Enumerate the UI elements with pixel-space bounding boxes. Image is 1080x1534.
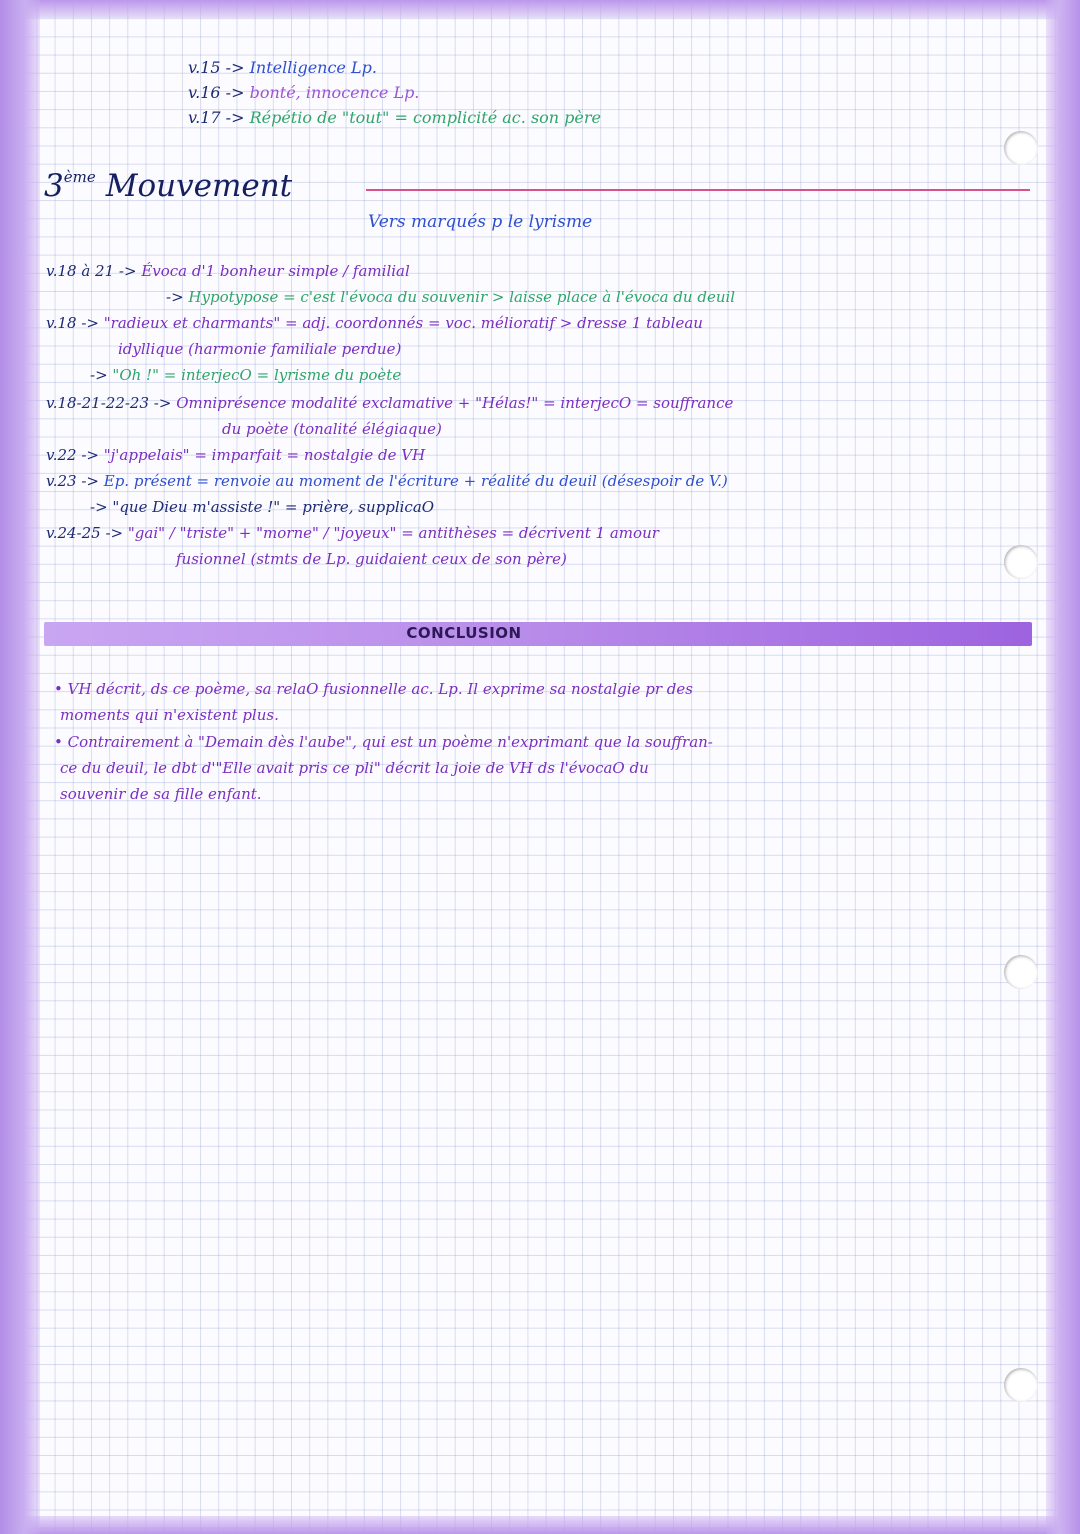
verse-ref: v.18 -> [46,314,99,332]
note-line [166,288,735,306]
conclusion-line: • VH décrit, ds ce poème, sa relaO fusionnelle ac. Lp. Il exprime sa nostalgie pr des [54,680,693,698]
section-title [44,168,292,204]
note-text: bonté, innocence Lp. [249,83,420,102]
conclusion-heading: CONCLUSION [406,624,522,642]
note-line [188,108,601,127]
note-line [222,420,442,438]
verse-ref: v.18 à 21 -> [46,262,137,280]
note-line [188,58,377,77]
binder-hole-2 [1004,545,1038,579]
page-border-top [0,0,1080,18]
note-line [90,498,434,516]
note-line [46,524,659,542]
note-text: du poète (tonalité élégiaque) [222,420,442,438]
section-subtitle: Vers marqués p le lyrisme [368,212,593,232]
title-underline [366,189,1030,191]
verse-ref: v.17 -> [188,108,245,127]
note-text: "radieux et charmants" = adj. coordonnés = voc. mélioratif > dresse 1 tableau [103,314,703,332]
arrow: -> [90,366,108,384]
section-word: Mouvement [105,168,293,204]
verse-ref: v.22 -> [46,446,99,464]
note-line [90,366,401,384]
note-text: "que Dieu m'assiste !" = prière, supplicaO [112,498,435,516]
section-suffix: ème [63,168,96,186]
verse-ref: v.16 -> [188,83,245,102]
note-line [46,472,728,490]
page-border-right [1046,0,1080,1534]
note-text: idyllique (harmonie familiale perdue) [118,340,402,358]
note-text: "gai" / "triste" + "morne" / "joyeux" = antithèses = décrivent 1 amour [127,524,659,542]
conclusion-line: souvenir de sa fille enfant. [60,785,262,803]
note-text: fusionnel (stmts de Lp. guidaient ceux de son père) [176,550,567,568]
note-text: "Oh !" = interjecO = lyrisme du poète [112,366,402,384]
note-line [46,314,703,332]
note-line [46,446,425,464]
conclusion-line: • Contrairement à "Demain dès l'aube", qui est un poème n'exprimant que la souffran- [54,733,713,751]
note-text: Évoca d'1 bonheur simple / familial [141,262,410,280]
verse-ref: v.18-21-22-23 -> [46,394,172,412]
conclusion-line: ce du deuil, le dbt d'"Elle avait pris ce pli" décrit la joie de VH ds l'évocaO du [60,759,649,777]
conclusion-banner [44,622,1032,646]
note-line [176,550,567,568]
verse-ref: v.15 -> [188,58,245,77]
page-border-bottom [0,1516,1080,1534]
binder-hole-3 [1004,955,1038,989]
note-text: Hypotypose = c'est l'évoca du souvenir > laisse place à l'évoca du deuil [188,288,736,306]
note-line [46,262,410,280]
note-line [118,340,401,358]
section-number: 3 [44,168,64,204]
note-text: Intelligence Lp. [249,58,377,77]
conclusion-line: moments qui n'existent plus. [60,706,279,724]
verse-ref: v.23 -> [46,472,99,490]
arrow: -> [166,288,184,306]
note-text: "j'appelais" = imparfait = nostalgie de VH [103,446,426,464]
note-line [46,394,733,412]
page-border-left [0,0,40,1534]
arrow: -> [90,498,108,516]
binder-hole-4 [1004,1368,1038,1402]
note-line [188,83,419,102]
binder-hole-1 [1004,131,1038,165]
note-text: Omniprésence modalité exclamative + "Hélas!" = interjecO = souffrance [176,394,734,412]
verse-ref: v.24-25 -> [46,524,124,542]
note-text: Ep. présent = renvoie au moment de l'écriture + réalité du deuil (désespoir de V.) [103,472,728,490]
note-text: Répétio de "tout" = complicité ac. son père [249,108,601,127]
